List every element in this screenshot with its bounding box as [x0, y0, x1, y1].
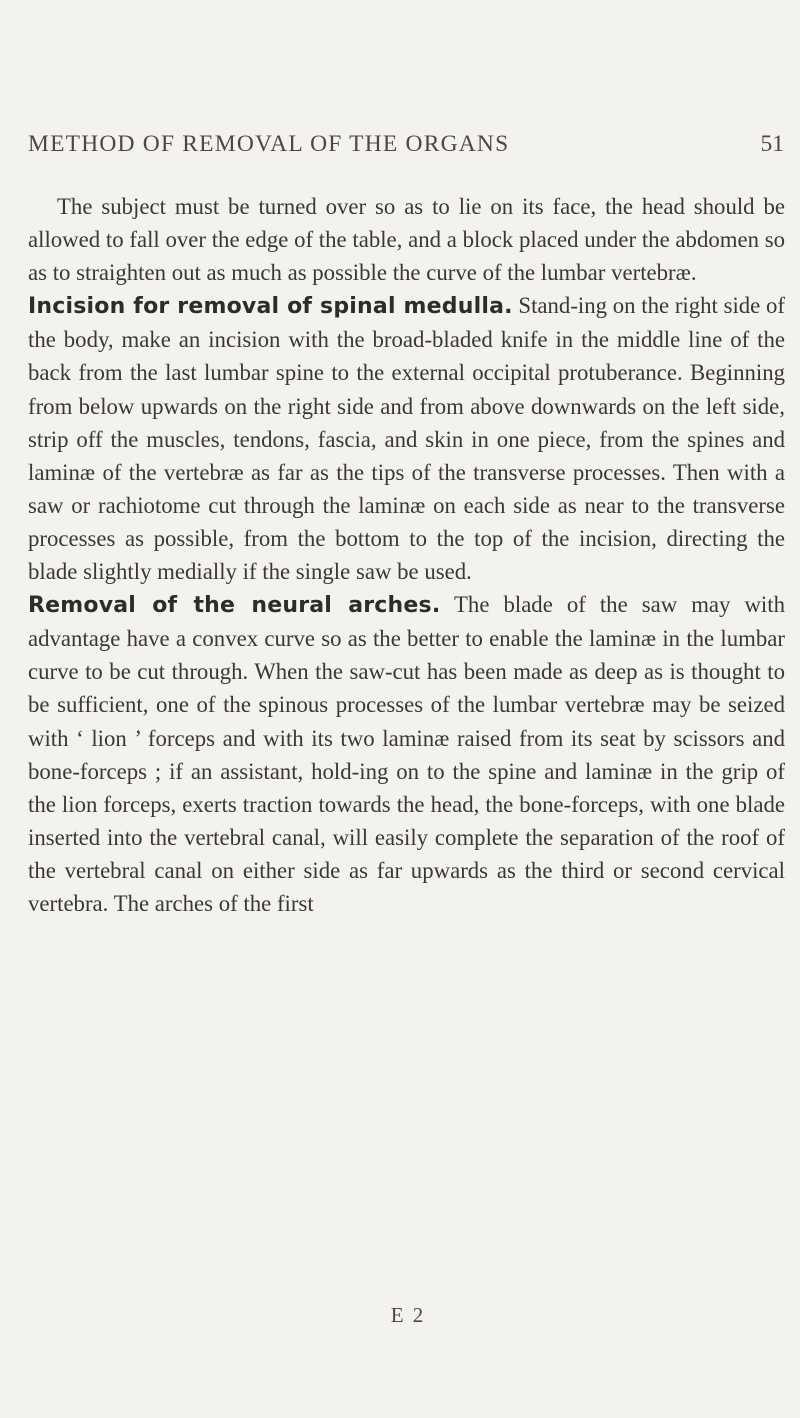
paragraph-text: The blade of the saw may with advantage have a convex curve so as the better to enable the laminæ in the lumbar curve to be cut through. When the saw-cut has been made as deep as is thought to be sufficient, one of the spinous processes of the lumbar vertebræ may be seized with ‘ lion ’ forceps and with its two laminæ raised from its seat by scissors and bone-forceps ; if an assistant, hold-ing on to the spine and laminæ in the grip of the lion forceps, exerts traction towards the head, the bone-forceps, with one blade inserted into the vertebral canal, will easily complete the separation of the roof of the vertebral canal on either side as far upwards as the third or second cervical vertebra. The arches of the first	[28, 592, 785, 916]
side-heading-incision: Incision for removal of spinal medulla.	[28, 294, 513, 320]
page-number: 51	[760, 131, 784, 157]
signature-mark: E 2	[390, 1303, 426, 1327]
paragraph-intro	[28, 190, 785, 289]
body-text	[28, 190, 785, 920]
side-heading-neural-arches: Removal of the neural arches.	[28, 593, 441, 619]
paragraph-text: The subject must be turned over so as to lie on its face, the head should be allowed to fall over the edge of the table, and a block placed under the abdomen so as to straighten out as much as possible the curve of the lumbar vertebræ.	[28, 194, 785, 286]
running-head-title: METHOD OF REMOVAL OF THE ORGANS	[28, 131, 510, 157]
running-head	[28, 131, 788, 171]
paragraph-text: Stand-ing on the right side of the body, make an incision with the broad-bladed knife in the middle line of the back from the last lumbar spine to the external occipital protuberance. Beginning from below upwards on the right side and from above downwards on the left side, strip off the muscles, tendons, fascia, and skin in one piece, from the spines and laminæ of the vertebræ as far as the tips of the transverse processes. Then with a saw or rachiotome cut through the laminæ on each side as near to the transverse processes as possible, from the bottom to the top of the incision, directing the blade slightly medially if the single saw be used.	[28, 293, 785, 585]
paragraph-neural-arches	[28, 588, 785, 920]
paragraph-incision	[28, 289, 785, 588]
book-page	[28, 0, 788, 1418]
